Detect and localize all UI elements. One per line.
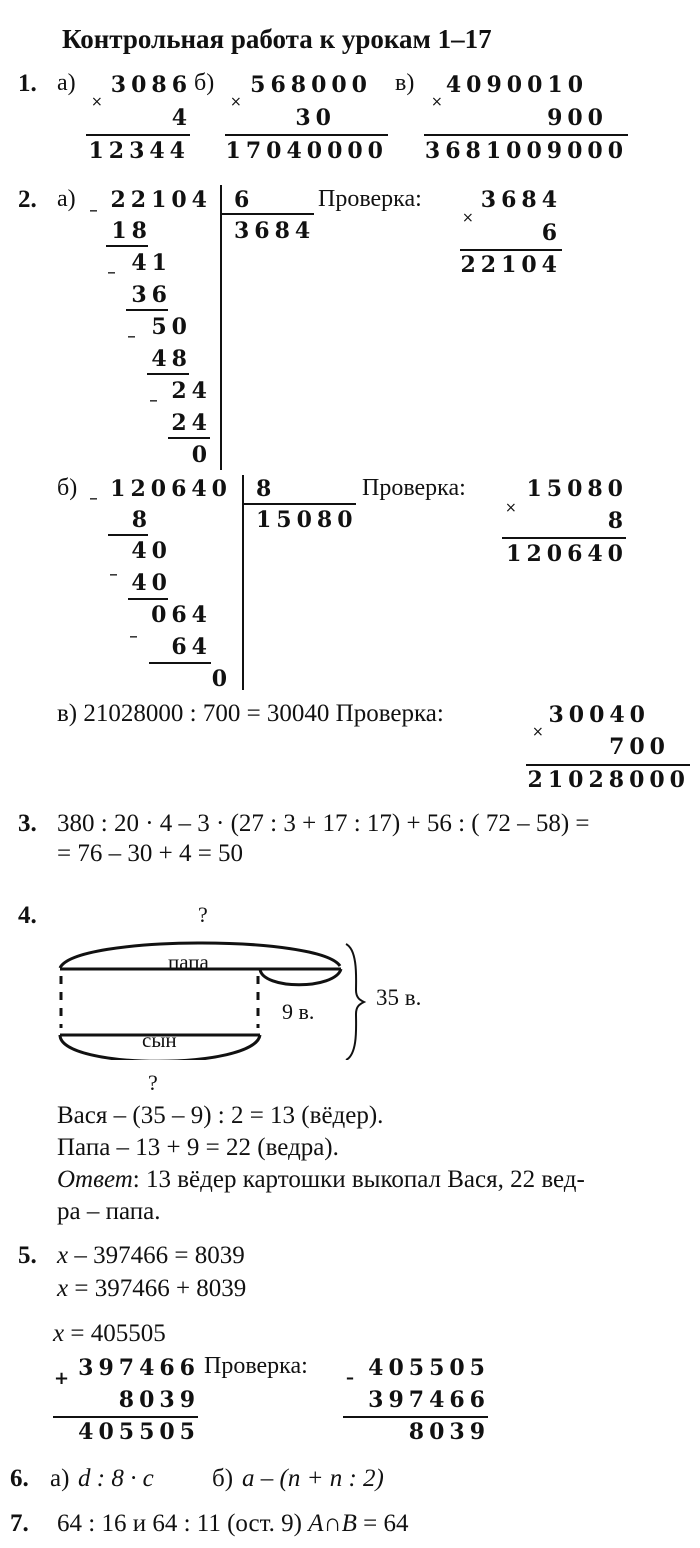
division-bar — [242, 475, 244, 690]
label-b: б) — [57, 475, 78, 501]
question-mark-top: ? — [198, 902, 208, 927]
minus-sign: _ — [128, 322, 135, 338]
minus-sign: _ — [90, 484, 97, 500]
step-line — [126, 309, 168, 311]
minus-sign: _ — [150, 386, 157, 402]
task-number: 1. — [18, 70, 37, 97]
sum-result: 405505 — [78, 1419, 200, 1445]
multiplicand: 4090010 — [445, 72, 588, 98]
multiplier: 30 — [295, 105, 336, 131]
segment-diagram — [50, 940, 370, 1060]
task-number: 7. — [10, 1510, 29, 1537]
task-number: 2. — [18, 186, 37, 213]
product: 17040000 — [225, 138, 388, 164]
question-mark-bottom: ? — [148, 1070, 158, 1095]
task-number: 6. — [10, 1465, 29, 1492]
result-line — [225, 134, 388, 136]
check-result: 120640 — [506, 541, 628, 567]
intersection-result: = 64 — [356, 1510, 409, 1537]
result-line — [53, 1416, 198, 1418]
division-bar — [220, 185, 222, 470]
result-line — [424, 134, 628, 136]
minuend: 405505 — [368, 1355, 490, 1381]
label-a: а) — [57, 186, 76, 212]
check-label: Проверка: — [362, 475, 466, 501]
minus-sign: _ — [90, 196, 97, 212]
step: 18 — [111, 218, 152, 244]
minus-sign: _ — [130, 622, 137, 638]
check-bottom: 700 — [609, 734, 670, 760]
answer-line — [57, 1166, 585, 1194]
step: 8 — [131, 507, 152, 533]
page-title: Контрольная работа к урокам 1–17 — [62, 24, 492, 54]
answer-text: : 13 вёдер картошки выкопал Вася, 22 вед- — [132, 1166, 585, 1193]
check-top: 30040 — [548, 702, 650, 728]
subtrahend: 397466 — [368, 1387, 490, 1413]
divisor: 6 — [234, 187, 255, 213]
label-b: б) — [212, 1465, 234, 1492]
result-line — [502, 537, 626, 539]
multiplier: 900 — [547, 105, 608, 131]
multiply-sign: × — [91, 94, 103, 110]
result-line — [343, 1416, 488, 1418]
dividend: 120640 — [110, 476, 232, 502]
set-intersection: A∩B — [308, 1510, 357, 1537]
equation-line-1 — [57, 1242, 245, 1270]
label-a: а) — [57, 70, 76, 96]
papa-label: папа — [168, 950, 209, 974]
equation-line-3 — [53, 1320, 166, 1348]
difference-label: 9 в. — [282, 999, 315, 1024]
son-label: сын — [142, 1028, 177, 1052]
step-line — [128, 598, 168, 600]
check-result: 21028000 — [527, 767, 690, 793]
expression-a: d : 8 · c — [78, 1465, 154, 1492]
solution-line-2: Папа – 13 + 9 = 22 (ведра). — [57, 1134, 339, 1161]
result-line — [526, 764, 690, 766]
multiply-sign: × — [532, 724, 544, 740]
step: 40 — [131, 538, 172, 564]
multiplicand: 3086 — [110, 72, 192, 98]
product: 12344 — [88, 138, 190, 164]
check-top: 3684 — [480, 187, 562, 213]
variable: x — [57, 1275, 69, 1302]
total-label: 35 в. — [376, 985, 422, 1010]
division-text: 64 : 16 и 64 : 11 (ост. 9) — [57, 1510, 309, 1537]
answer-line-2: ра – папа. — [57, 1198, 161, 1225]
expression-b: a – (n + n : 2) — [242, 1465, 384, 1492]
check-label: Проверка: — [318, 186, 422, 212]
result-line — [460, 249, 562, 251]
multiply-sign: × — [462, 210, 474, 226]
step: 24 — [171, 410, 212, 436]
divisor: 8 — [256, 476, 277, 502]
minus-sign: – — [346, 1368, 354, 1387]
minus-sign: _ — [110, 560, 117, 576]
product: 3681009000 — [424, 138, 628, 164]
step: 064 — [151, 602, 212, 628]
multiplicand: 568000 — [250, 72, 372, 98]
label-b: б) — [194, 70, 215, 96]
multiplier: 4 — [171, 105, 192, 131]
addend-1: 397466 — [78, 1355, 200, 1381]
variable: x — [53, 1320, 65, 1347]
plus-sign: + — [54, 1368, 70, 1389]
minus-sign: _ — [108, 258, 115, 274]
dividend: 22104 — [110, 187, 212, 213]
step: 24 — [171, 378, 212, 404]
equation-text: – 397466 = 8039 — [68, 1242, 245, 1269]
variable: x — [57, 1242, 69, 1269]
multiply-sign: × — [505, 500, 517, 516]
step-line — [106, 245, 148, 247]
label-v: в) — [395, 70, 415, 96]
step: 64 — [171, 634, 212, 660]
equation-text: = 397466 + 8039 — [68, 1275, 247, 1302]
task-number: 3. — [18, 810, 37, 837]
expression-line-1: 380 : 20 · 4 – 3 · (27 : 3 + 17 : 17) + 56 : ( 72 – 58) = — [57, 810, 590, 837]
solution-line-1: Вася – (35 – 9) : 2 = 13 (вёдер). — [57, 1102, 384, 1129]
remainder: 0 — [211, 666, 232, 692]
task-number: 5. — [18, 1242, 37, 1269]
check-bottom: 6 — [541, 220, 562, 246]
step: 36 — [131, 282, 172, 308]
multiply-sign: × — [230, 94, 242, 110]
remainder: 0 — [191, 442, 212, 468]
task-number: 4. — [18, 902, 37, 929]
quotient: 15080 — [256, 507, 358, 533]
step: 40 — [131, 570, 172, 596]
label-a: а) — [50, 1465, 70, 1492]
task-7-text — [57, 1510, 408, 1538]
answer-label: Ответ — [57, 1166, 133, 1193]
step-line — [147, 373, 189, 375]
check-bottom: 8 — [607, 508, 628, 534]
difference-result: 8039 — [408, 1419, 490, 1445]
step-line — [149, 662, 211, 664]
result-line — [86, 134, 190, 136]
divisor-line — [243, 503, 356, 505]
equation-line-2 — [57, 1275, 246, 1303]
addend-2: 8039 — [118, 1387, 200, 1413]
division-expression: в) 21028000 : 700 = 30040 Проверка: — [57, 700, 444, 727]
check-label: Проверка: — [204, 1353, 308, 1379]
step-line — [108, 534, 148, 536]
step-line — [168, 437, 210, 439]
expression-line-2: = 76 – 30 + 4 = 50 — [57, 840, 244, 867]
step: 48 — [151, 346, 192, 372]
check-result: 22104 — [460, 252, 562, 278]
divisor-line — [221, 213, 314, 215]
equation-text: = 405505 — [64, 1320, 166, 1347]
quotient: 3684 — [234, 218, 316, 244]
check-top: 15080 — [526, 476, 628, 502]
multiply-sign: × — [431, 94, 443, 110]
step: 41 — [131, 250, 172, 276]
step: 50 — [151, 314, 192, 340]
